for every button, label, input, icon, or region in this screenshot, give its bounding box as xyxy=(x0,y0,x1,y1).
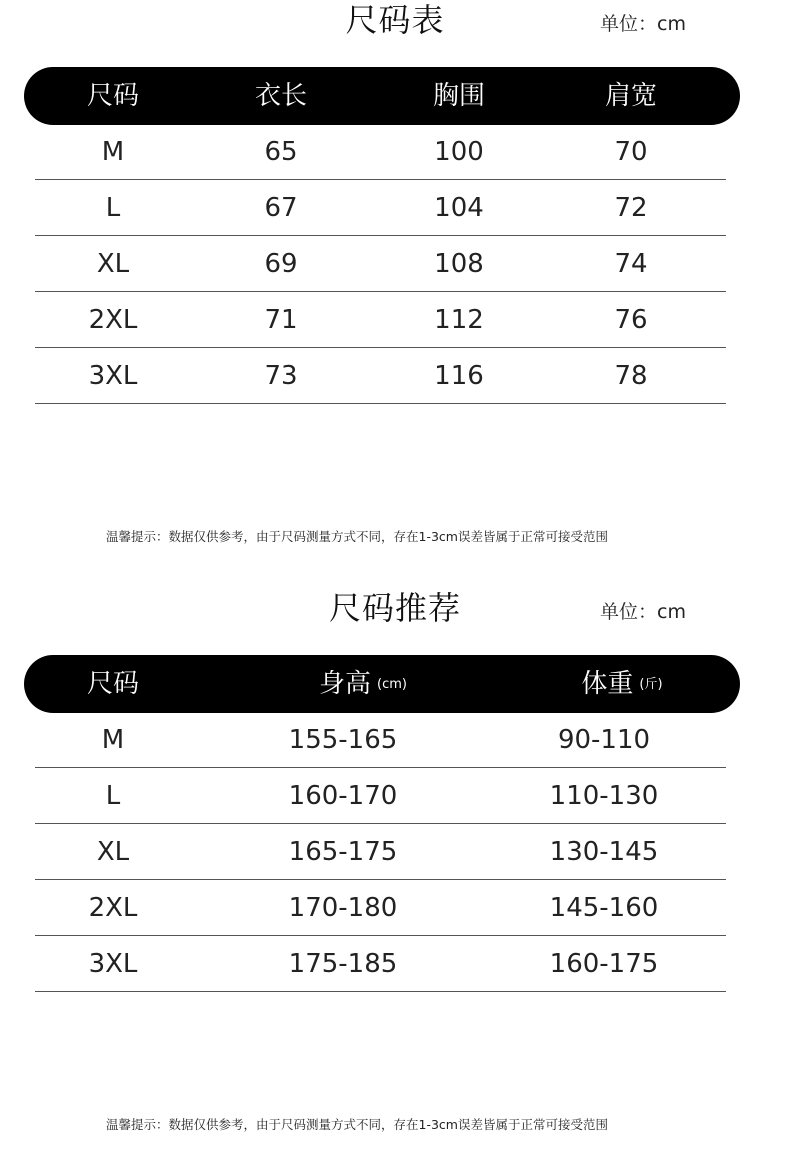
table-row xyxy=(0,236,790,292)
table-row xyxy=(0,180,790,236)
cell-length: 67 xyxy=(264,193,298,223)
cell-length: 65 xyxy=(264,137,298,167)
size-recommend-unit-label: 单位：cm xyxy=(600,601,686,623)
header-size: 尺码 xyxy=(86,669,139,699)
size-recommend-title: 尺码推荐 xyxy=(328,589,461,627)
cell-shoulder: 70 xyxy=(614,137,648,167)
table-row xyxy=(0,712,790,768)
table-row xyxy=(0,124,790,180)
cell-height: 155-165 xyxy=(288,725,398,755)
size-chart-note: 温馨提示：数据仅供参考，由于尺码测量方式不同，存在1-3cm误差皆属于正常可接受范围 xyxy=(106,529,608,544)
header-height-label: 身高 xyxy=(319,669,372,699)
cell-length: 69 xyxy=(264,249,298,279)
size-chart-title: 尺码表 xyxy=(345,1,445,39)
cell-chest: 108 xyxy=(434,249,484,279)
cell-size: L xyxy=(105,193,121,223)
size-recommend-note: 温馨提示：数据仅供参考，由于尺码测量方式不同，存在1-3cm误差皆属于正常可接受范围 xyxy=(106,1117,608,1132)
cell-shoulder: 76 xyxy=(614,305,648,335)
size-chart-rows xyxy=(0,124,790,404)
table-row xyxy=(0,292,790,348)
cell-shoulder: 72 xyxy=(614,193,648,223)
size-recommend-header xyxy=(24,655,740,713)
cell-shoulder: 78 xyxy=(614,361,648,391)
cell-size: XL xyxy=(96,837,130,867)
header-weight-unit: (斤) xyxy=(639,676,663,692)
cell-shoulder: 74 xyxy=(614,249,648,279)
cell-size: M xyxy=(101,725,125,755)
table-row xyxy=(0,824,790,880)
table-row xyxy=(0,348,790,404)
table-row xyxy=(0,768,790,824)
cell-weight: 90-110 xyxy=(557,725,651,755)
cell-chest: 112 xyxy=(434,305,484,335)
header-height xyxy=(283,655,443,713)
header-weight xyxy=(542,655,702,713)
header-length: 衣长 xyxy=(254,81,307,111)
cell-size: 3XL xyxy=(88,949,138,979)
cell-weight: 130-145 xyxy=(549,837,659,867)
cell-size: L xyxy=(105,781,121,811)
cell-size: 2XL xyxy=(88,893,138,923)
cell-height: 175-185 xyxy=(288,949,398,979)
cell-size: XL xyxy=(96,249,130,279)
table-row xyxy=(0,936,790,992)
size-recommend-rows xyxy=(0,712,790,992)
cell-size: M xyxy=(101,137,125,167)
cell-height: 170-180 xyxy=(288,893,398,923)
cell-length: 73 xyxy=(264,361,298,391)
header-shoulder: 肩宽 xyxy=(604,81,657,111)
cell-height: 165-175 xyxy=(288,837,398,867)
row-divider xyxy=(35,403,726,404)
size-chart-unit-label: 单位：cm xyxy=(600,13,686,35)
cell-length: 71 xyxy=(264,305,298,335)
cell-height: 160-170 xyxy=(288,781,398,811)
size-chart-header xyxy=(24,67,740,125)
row-divider xyxy=(35,991,726,992)
cell-chest: 100 xyxy=(434,137,484,167)
table-row xyxy=(0,880,790,936)
header-size: 尺码 xyxy=(86,81,139,111)
header-height-unit: (cm) xyxy=(377,676,407,692)
cell-chest: 116 xyxy=(434,361,484,391)
cell-size: 3XL xyxy=(88,361,138,391)
cell-size: 2XL xyxy=(88,305,138,335)
cell-weight: 160-175 xyxy=(549,949,659,979)
header-weight-label: 体重 xyxy=(581,669,634,699)
header-chest: 胸围 xyxy=(432,81,485,111)
cell-chest: 104 xyxy=(434,193,484,223)
cell-weight: 110-130 xyxy=(549,781,659,811)
cell-weight: 145-160 xyxy=(549,893,659,923)
